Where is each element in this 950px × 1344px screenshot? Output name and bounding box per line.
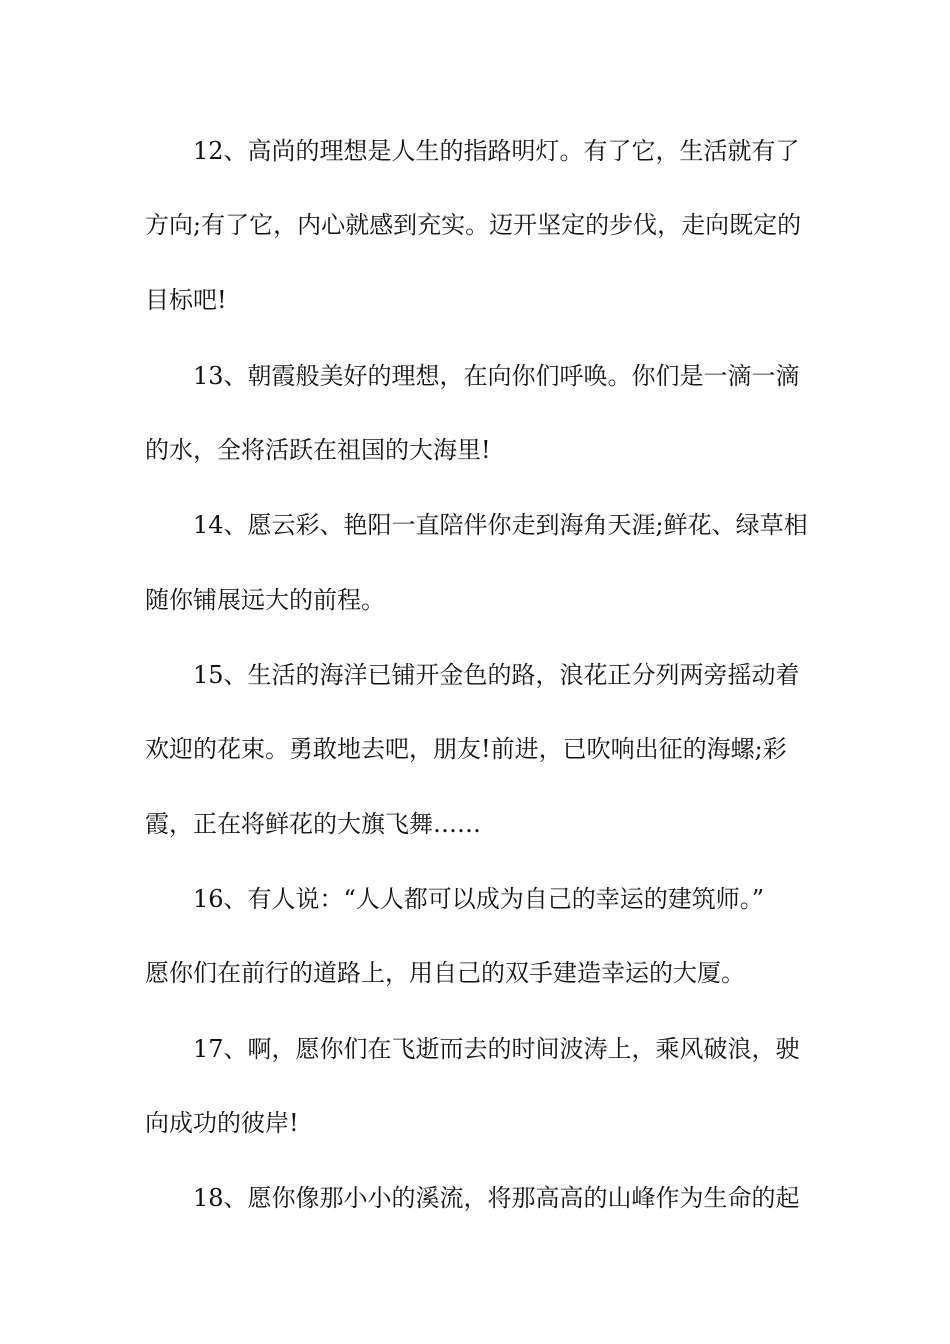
paragraph-17-line-2: 向成功的彼岸! (145, 1109, 299, 1137)
paragraph-12-line-2: 方向;有了它，内心就感到充实。迈开坚定的步伐，走向既定的 (145, 211, 802, 239)
paragraph-15-line-1: 15、生活的海洋已铺开金色的路，浪花正分列两旁摇动着 (193, 661, 800, 689)
paragraph-15-line-3: 霞，正在将鲜花的大旗飞舞…… (145, 810, 481, 838)
paragraph-12-line-1: 12、高尚的理想是人生的指路明灯。有了它，生活就有了 (193, 137, 800, 165)
paragraph-16-line-1: 16、有人说：“人人都可以成为自己的幸运的建筑师。” (193, 885, 765, 913)
paragraph-15-line-2: 欢迎的花束。勇敢地去吧，朋友!前进，已吹响出征的海螺;彩 (145, 735, 787, 763)
paragraph-13-line-2: 的水，全将活跃在祖国的大海里! (145, 436, 491, 464)
paragraph-17-line-1: 17、啊，愿你们在飞逝而去的时间波涛上，乘风破浪，驶 (193, 1035, 800, 1063)
paragraph-12-line-3: 目标吧! (145, 286, 227, 314)
paragraph-13-line-1: 13、朝霞般美好的理想，在向你们呼唤。你们是一滴一滴 (193, 362, 800, 390)
paragraph-18-line-1: 18、愿你像那小小的溪流，将那高高的山峰作为生命的起 (193, 1184, 800, 1212)
paragraph-14-line-1: 14、愿云彩、艳阳一直陪伴你走到海角天涯;鲜花、绿草相 (193, 511, 808, 539)
paragraph-16-line-2: 愿你们在前行的道路上，用自己的双手建造幸运的大厦。 (145, 959, 745, 987)
paragraph-14-line-2: 随你铺展远大的前程。 (145, 586, 385, 614)
